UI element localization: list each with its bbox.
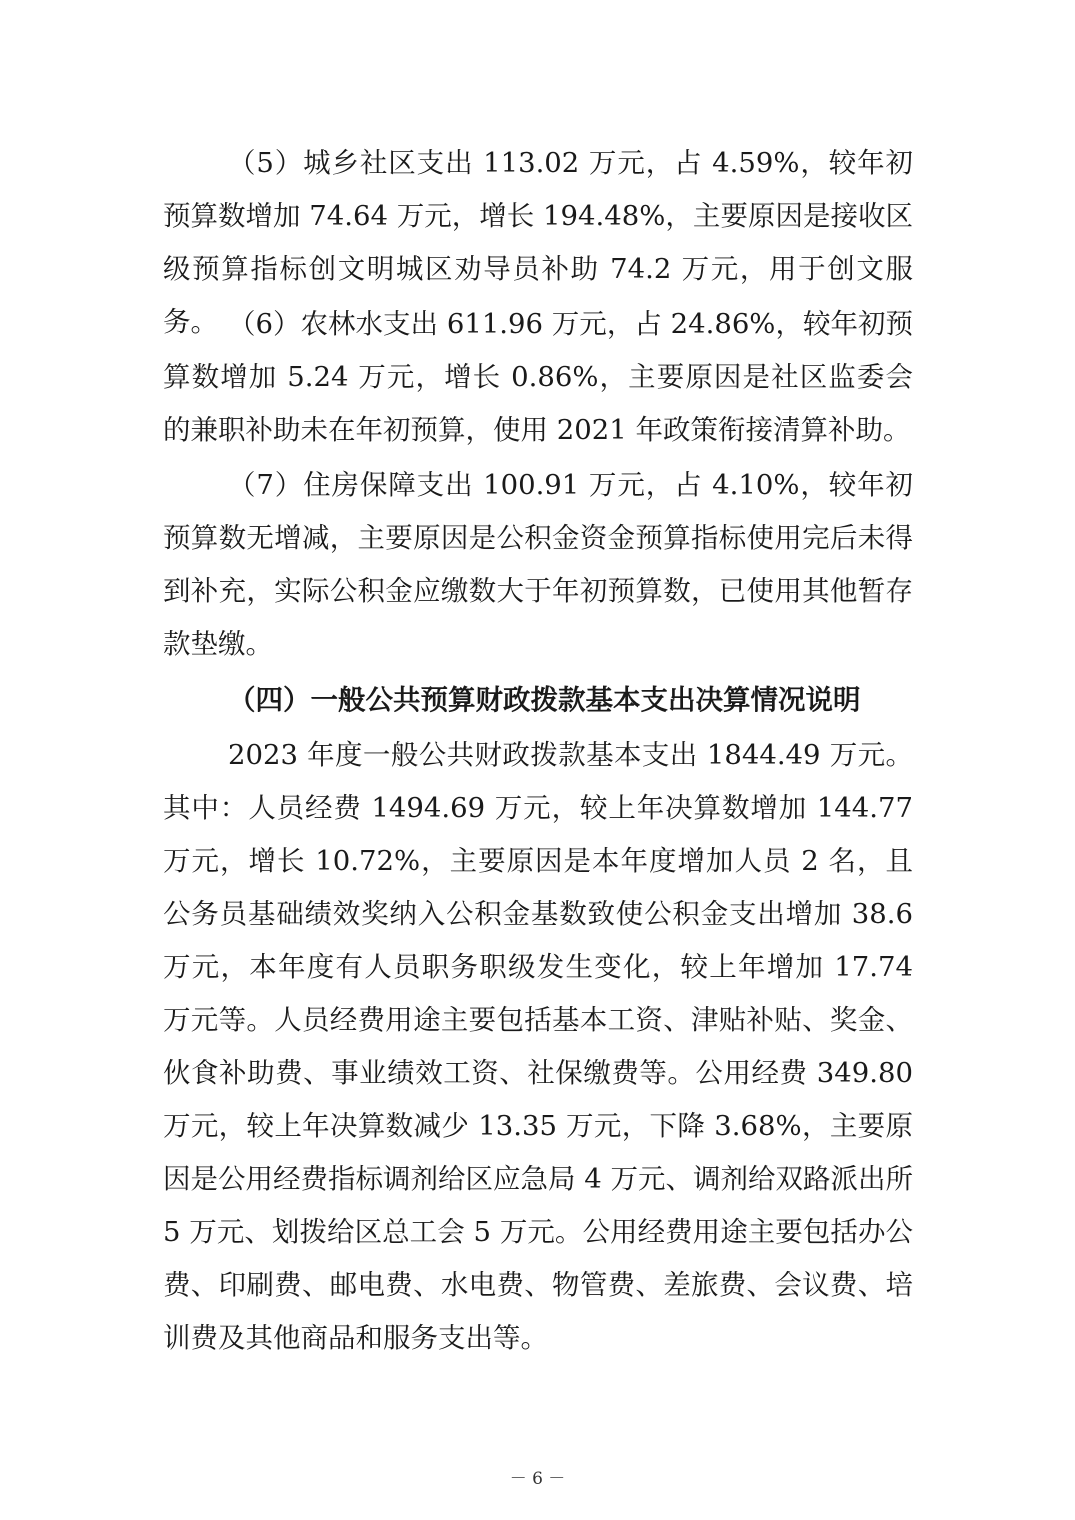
page-number: － 6 － (509, 1469, 566, 1489)
paragraph-agriculture-forestry-water: （6）农林水支出 611.96 万元，占 24.86%，较年初预算数增加 5.24 万元，增长 0.86%，主要原因是社区监委会的兼职补助未在年初预算，使用 2021 年政策衔接清算补助。 (163, 308, 913, 446)
section-heading: （四）一般公共预算财政拨款基本支出决算情况说明 (228, 684, 861, 716)
paragraph-urban-rural-community: （5）城乡社区支出 113.02 万元，占 4.59%，较年初预算数增加 74.64 万元，增长 194.48%，主要原因是接收区级预算指标创文明城区劝导员补助 74.2 万元，用于创文服务。 (163, 147, 913, 338)
paragraph-basic-expenditure: 2023 年度一般公共财政拨款基本支出 1844.49 万元。其中：人员经费 1494.69 万元，较上年决算数增加 144.77 万元，增长 10.72%，主要原因是本年度增加人员 2 名，且公务员基础绩效奖纳入公积金基数致使公积金支出增加 38.6 万元，本年度有人员职务职级发生变化，较上年增加 17.74 万元等。人员经费用途主要包括基本工资、津贴补贴、奖金、伙食补助费、事业绩效工资、社保缴费等。公用经费 349.80 万元，较上年决算数减少 13.35 万元，下降 3.68%，主要原因是公用经费指标调剂给区应急局 4 万元、调剂给双路派出所 5 万元、划拨给区总工会 5 万元。公用经费用途主要包括办公费、印刷费、邮电费、水电费、物管费、差旅费、会议费、培训费及其他商品和服务支出等。 (163, 739, 913, 1354)
paragraph-housing-security: （7）住房保障支出 100.91 万元，占 4.10%，较年初预算数无增减，主要原因是公积金资金预算指标使用完后未得到补充，实际公积金应缴数大于年初预算数，已使用其他暂存款垫缴。 (163, 469, 913, 660)
